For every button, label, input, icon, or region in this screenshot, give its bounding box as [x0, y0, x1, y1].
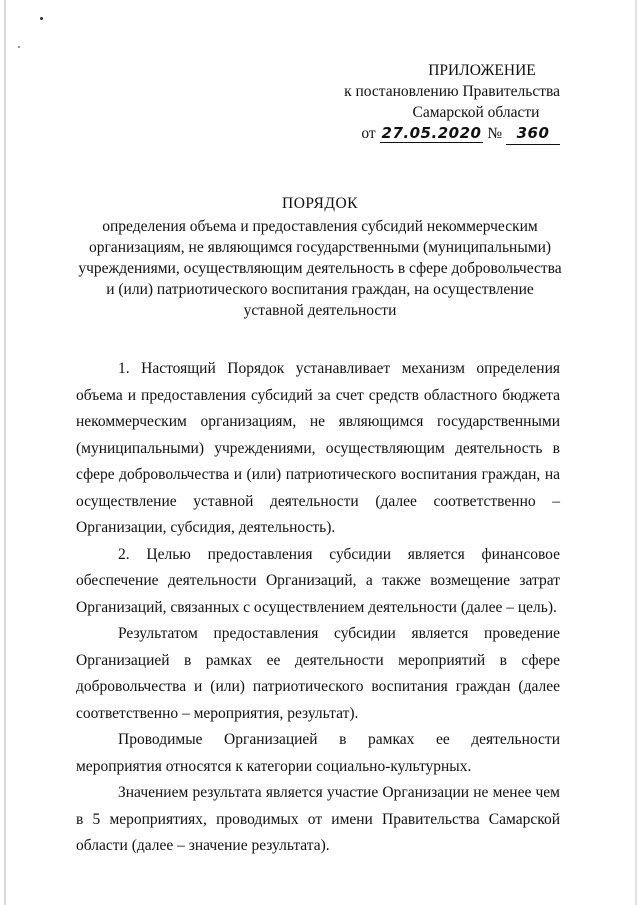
- annex-line2: к постановлению Правительства: [344, 83, 560, 100]
- annex-line3: Самарской области: [412, 104, 540, 121]
- handwritten-date: 27.05.2020: [381, 124, 482, 142]
- from-label: от: [361, 125, 376, 142]
- handwritten-number: 360: [506, 123, 560, 145]
- subtitle-line: учреждениями, осуществляющим деятельность в сфере добровольчества: [78, 260, 562, 277]
- document-body: [76, 356, 560, 860]
- paragraph-2: 2. Целью предоставления субсидии является финансовое обеспечение деятельности Организаций, а также возмещение затрат Организаций, связанных с осуществлением деятельности (далее – цель).: [76, 545, 560, 616]
- subtitle-line: определения объема и предоставления субсидий некоммерческим: [102, 218, 538, 235]
- annex-date-line: [330, 123, 560, 145]
- annex-title: ПРИЛОЖЕНИЕ: [428, 62, 536, 79]
- subtitle-line: и (или) патриотического воспитания граждан, на осуществление: [106, 281, 534, 298]
- scan-speck: [40, 17, 43, 20]
- paragraph-1: 1. Настоящий Порядок устанавливает механизм определения объема и предоставления субсидий за счет средств областного бюджета некоммерческим организациям, не являющимся государственными (муниципальными) учреждениями, осуществляющим деятельность в сфере добровольчества и (или) патриотического воспитания граждан, на осуществление уставной деятельности (далее соответственно – Организации, субсидия, деятельность).: [76, 360, 560, 536]
- subtitle-line: организациям, не являющимся государственными (муниципальными): [88, 239, 552, 256]
- subtitle-line: уставной деятельности: [243, 302, 397, 319]
- document-heading: ПОРЯДОК: [282, 195, 358, 212]
- paragraph-5: Значением результата является участие Организации не менее чем в 5 мероприятиях, проводимых от имени Правительства Самарской области (далее – значение результата).: [76, 784, 560, 854]
- scan-edge-left: [4, 0, 6, 905]
- annex-header: [330, 60, 560, 145]
- paragraph-4: Проводимые Организацией в рамках ее деятельности мероприятия относятся к категории социально-культурных.: [76, 731, 560, 775]
- scan-edge-right: [635, 0, 637, 905]
- number-label: №: [487, 125, 503, 142]
- document-title-block: [60, 193, 580, 321]
- paragraph-3: Результатом предоставления субсидии является проведение Организацией в рамках ее деятельности мероприятий в сфере добровольчества и (или) патриотического воспитания граждан (далее соответственно – мероприятия, результат).: [76, 625, 560, 722]
- scan-speck: [18, 46, 20, 48]
